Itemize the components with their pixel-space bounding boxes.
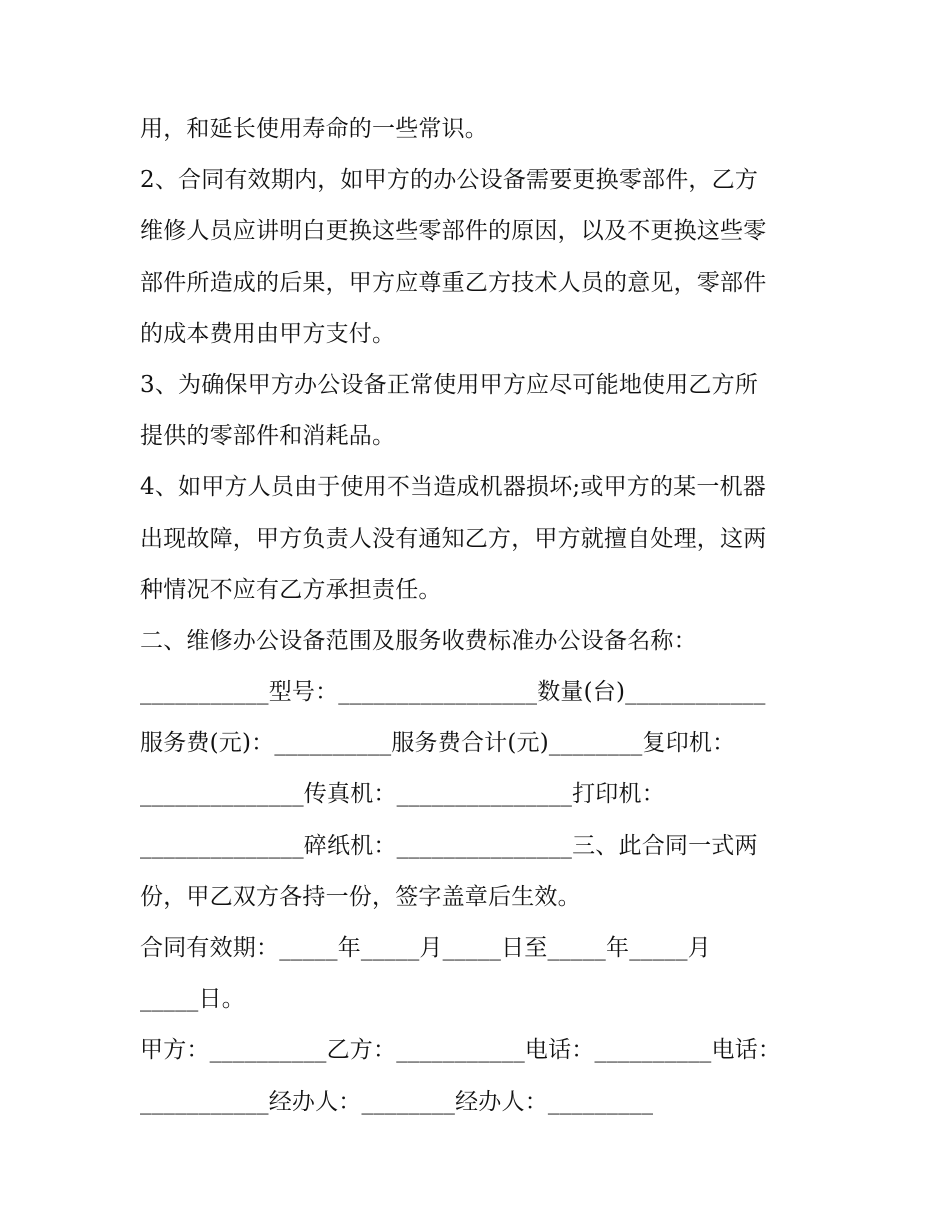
- text-line: 2、合同有效期内，如甲方的办公设备需要更换零部件，乙方: [140, 167, 759, 194]
- text-line: 部件所造成的后果，甲方应尊重乙方技术人员的意见，零部件: [140, 269, 767, 296]
- text-line: 用，和延长使用寿命的一些常识。: [140, 116, 488, 142]
- signature-line: ___________经办人：________经办人：_________: [140, 1088, 654, 1115]
- validity-period-line: 合同有效期：_____年_____月_____日至_____年_____月: [140, 935, 711, 961]
- text-line: 份，甲乙双方各持一份，签字盖章后生效。: [140, 883, 581, 910]
- section-heading: 二、维修办公设备范围及服务收费标准办公设备名称：: [140, 627, 697, 654]
- form-line: ______________传真机：_______________打印机：: [140, 781, 665, 808]
- validity-period-line: _____日。: [140, 986, 245, 1013]
- text-line: 出现故障，甲方负责人没有通知乙方，甲方就擅自处理，这两: [140, 525, 767, 552]
- text-line: 维修人员应讲明白更换这些零部件的原因，以及不更换这些零: [140, 218, 767, 245]
- signature-line: 甲方：__________乙方：___________电话：__________电话：: [140, 1037, 782, 1064]
- contract-text: [140, 104, 820, 1128]
- form-line: ___________型号：_________________数量(台)____________: [140, 679, 766, 706]
- text-line: 的成本费用由甲方支付。: [140, 320, 396, 347]
- text-line: 4、如甲方人员由于使用不当造成机器损坏;或甲方的某一机器: [140, 474, 766, 501]
- text-line: 种情况不应有乙方承担责任。: [140, 576, 442, 603]
- form-line: 服务费(元)：__________服务费合计(元)________复印机：: [140, 730, 736, 757]
- text-line: 提供的零部件和消耗品。: [140, 423, 396, 450]
- form-line: ______________碎纸机：_______________三、此合同一式两: [140, 832, 758, 859]
- text-line: 3、为确保甲方办公设备正常使用甲方应尽可能地使用乙方所: [140, 371, 759, 398]
